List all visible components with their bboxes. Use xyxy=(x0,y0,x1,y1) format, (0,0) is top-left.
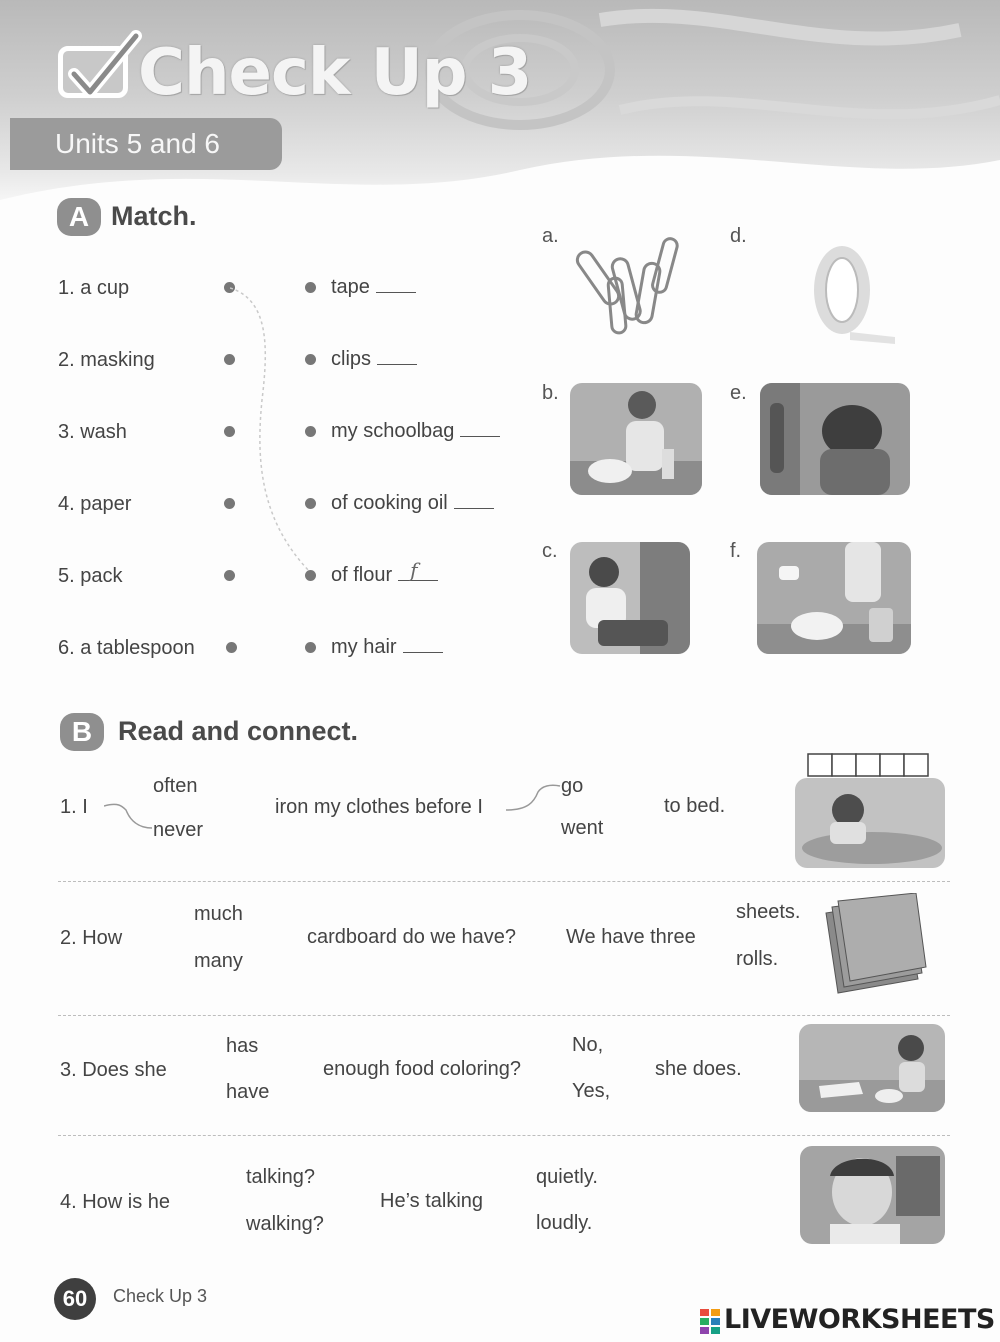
cooking-picture xyxy=(570,383,702,495)
match-right-dot[interactable] xyxy=(305,354,316,365)
match-right-dot[interactable] xyxy=(305,570,316,581)
check-mark-icon xyxy=(56,30,146,110)
match-left-item: 1. a cup xyxy=(58,277,130,299)
row-3-end: she does. xyxy=(655,1058,742,1080)
answer-blank[interactable] xyxy=(376,292,416,293)
watermark-text: LIVEWORKSHEETS xyxy=(724,1304,995,1335)
row-2-start: 2. How xyxy=(60,927,123,949)
match-right-dot[interactable] xyxy=(305,426,316,437)
section-b-badge: B xyxy=(60,713,104,751)
row-1-end: to bed. xyxy=(664,795,726,817)
talking-picture xyxy=(800,1146,945,1244)
option-word[interactable]: much xyxy=(194,903,243,925)
page-subtitle: Units 5 and 6 xyxy=(55,128,220,159)
picture-label: b. xyxy=(542,382,559,404)
food-coloring-picture xyxy=(799,1024,945,1112)
liveworksheets-logo-icon xyxy=(700,1309,720,1335)
schoolbag-picture xyxy=(570,542,690,654)
row-separator xyxy=(58,1135,950,1136)
match-left-item: 3. wash xyxy=(58,421,127,443)
row-3-start: 3. Does she xyxy=(60,1059,167,1081)
answer-blank[interactable] xyxy=(460,436,500,437)
picture-label: e. xyxy=(730,382,747,404)
answer-value: f xyxy=(410,558,418,582)
row-1-start: 1. I xyxy=(60,796,88,818)
answer-blank[interactable] xyxy=(403,652,443,653)
bracket-connector xyxy=(506,782,562,816)
match-right-item: of cooking oil xyxy=(331,492,494,515)
section-b-title: Read and connect. xyxy=(118,716,359,746)
picture-label: d. xyxy=(730,225,747,247)
match-left-item: 5. pack xyxy=(58,565,123,587)
match-right-dot[interactable] xyxy=(305,498,316,509)
match-left-item: 2. masking xyxy=(58,349,155,371)
picture-label: a. xyxy=(542,225,559,247)
bracket-connector xyxy=(104,800,154,834)
match-right-item: my schoolbag xyxy=(331,420,500,443)
answer-blank[interactable] xyxy=(454,508,494,509)
option-word[interactable]: rolls. xyxy=(736,948,779,970)
option-word[interactable]: No, xyxy=(572,1034,604,1056)
match-left-item: 6. a tablespoon xyxy=(58,637,195,659)
option-word[interactable]: loudly. xyxy=(536,1212,593,1234)
page-title: Check Up 3 xyxy=(138,36,532,110)
row-separator xyxy=(58,881,950,882)
option-word[interactable]: walking? xyxy=(246,1213,324,1235)
match-right-item: clips xyxy=(331,348,417,371)
option-word[interactable]: never xyxy=(153,819,204,841)
option-word[interactable]: Yes, xyxy=(572,1080,611,1102)
match-right-item: my hair xyxy=(331,636,443,659)
picture-label: f. xyxy=(730,540,742,562)
ironing-picture xyxy=(790,752,945,868)
match-right-dot[interactable] xyxy=(305,282,316,293)
footer-label: Check Up 3 xyxy=(113,1286,208,1306)
row-2-middle: cardboard do we have? xyxy=(307,926,517,948)
option-word[interactable]: went xyxy=(561,817,604,839)
row-separator xyxy=(58,1015,950,1016)
option-word[interactable]: talking? xyxy=(246,1166,315,1188)
paper-clips-picture xyxy=(570,228,700,348)
page-number: 60 xyxy=(54,1278,96,1320)
option-word[interactable]: have xyxy=(226,1081,270,1103)
match-left-dot[interactable] xyxy=(226,642,237,653)
cooking-oil-picture xyxy=(757,542,911,654)
option-word[interactable]: often xyxy=(153,775,198,797)
row-4-start: 4. How is he xyxy=(60,1191,171,1213)
washing-hair-picture xyxy=(760,383,910,495)
match-right-item: tape xyxy=(331,276,416,299)
match-right-item: of flour f xyxy=(331,564,438,587)
match-right-dot[interactable] xyxy=(305,642,316,653)
section-a-badge: A xyxy=(57,198,101,236)
option-word[interactable]: has xyxy=(226,1035,259,1057)
answer-blank[interactable] xyxy=(398,558,438,582)
option-word[interactable]: many xyxy=(194,950,243,972)
masking-tape-picture xyxy=(790,232,900,347)
row-1-middle: iron my clothes before I xyxy=(275,796,483,818)
option-word[interactable]: quietly. xyxy=(536,1166,598,1188)
section-a-title: Match. xyxy=(111,201,197,231)
row-2-middle-2: We have three xyxy=(566,926,696,948)
cardboard-sheets-picture xyxy=(818,893,928,1005)
row-4-middle: He’s talking xyxy=(380,1190,484,1212)
answer-blank[interactable] xyxy=(377,364,417,365)
picture-label: c. xyxy=(542,540,558,562)
option-word[interactable]: go xyxy=(561,775,584,797)
row-3-middle: enough food coloring? xyxy=(323,1058,521,1080)
match-left-item: 4. paper xyxy=(58,493,132,515)
option-word[interactable]: sheets. xyxy=(736,901,801,923)
